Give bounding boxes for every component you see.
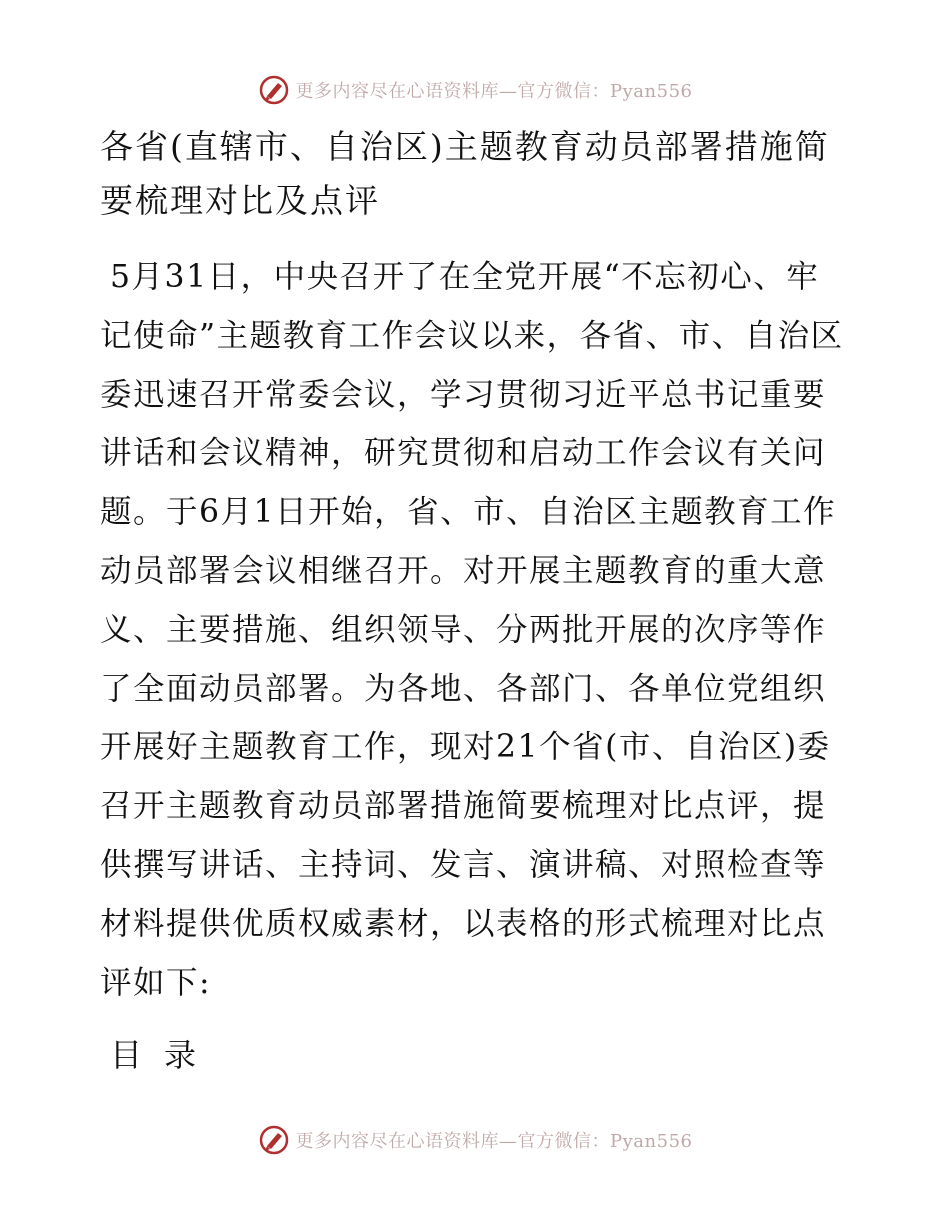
document-title: 各省(直辖市、自治区)主题教育动员部署措施简要梳理对比及点评 — [100, 127, 830, 220]
footer-banner — [0, 1120, 950, 1160]
document-body: 5月31日，中央召开了在全党开展“不忘初心、牢记使命”主题教育工作会议以来，各省、市、自治区委迅速召开常委会议，学习贯彻习近平总书记重要讲话和会议精神，研究贯彻和启动工作会议有关问题。于6月1日开始，省、市、自治区主题教育工作动员部署会议相继召开。对开展主题教育的重大意义、主要措施、组织领导、分两批开展的次序等作了全面动员部署。为各地、各部门、各单位党组织开展好主题教育工作，现对21个省(市、自治区)委召开主题教育动员部署措施简要梳理对比点评，提供撰写讲话、主持词、发言、演讲稿、对照检查等材料提供优质权威素材，以表格的形式梳理对比点评如下: — [100, 259, 844, 1001]
banner-text: 更多内容尽在心语资料库—官方微信：Pyan556 — [295, 81, 693, 102]
header-banner — [0, 70, 950, 110]
banner-text: 更多内容尽在心语资料库—官方微信：Pyan556 — [295, 1131, 693, 1152]
toc-heading: 目录 — [110, 1036, 219, 1074]
pen-nib-icon — [258, 1124, 290, 1156]
pen-nib-icon — [258, 74, 290, 106]
